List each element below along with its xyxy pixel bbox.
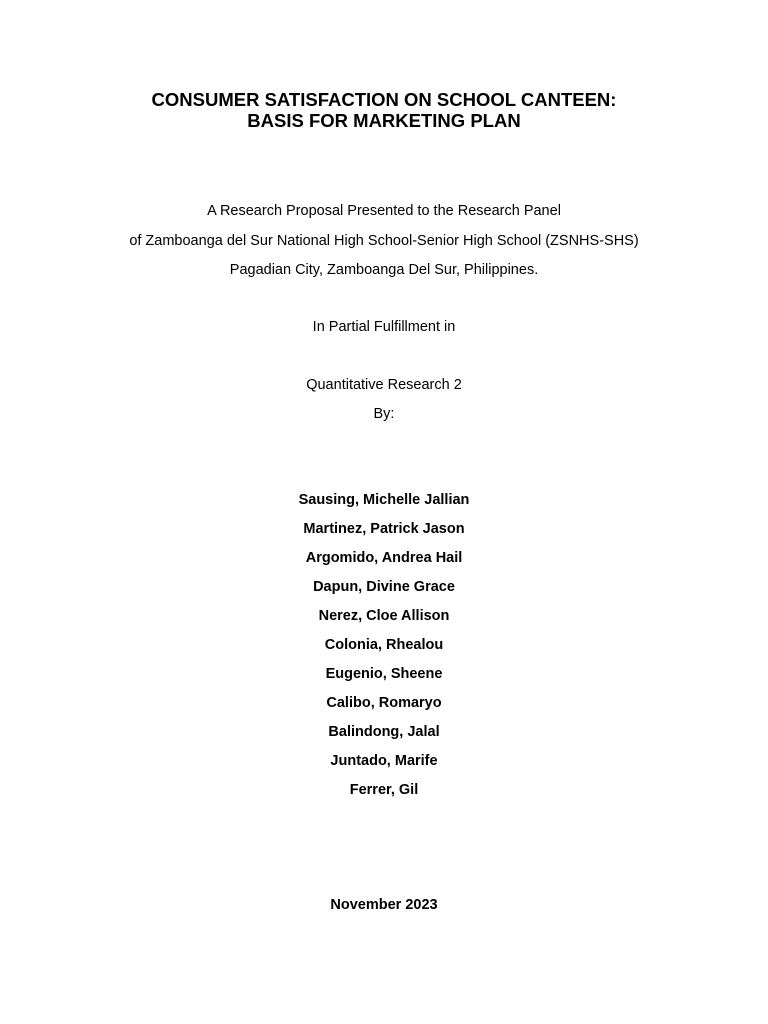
author-name: Dapun, Divine Grace: [313, 579, 455, 595]
author-name: Martinez, Patrick Jason: [303, 521, 465, 537]
author-name: Sausing, Michelle Jallian: [298, 492, 470, 508]
document-title-line-2: BASIS FOR MARKETING PLAN: [247, 110, 521, 131]
author-list: [0, 491, 768, 810]
author-name: Argomido, Andrea Hail: [305, 550, 463, 566]
author-name: Calibo, Romaryo: [326, 695, 442, 711]
author-name: Nerez, Cloe Allison: [318, 608, 450, 624]
by-label: By:: [373, 406, 395, 422]
author-name: Juntado, Marife: [330, 753, 438, 769]
course-name: Quantitative Research 2: [306, 377, 462, 393]
submission-date: November 2023: [330, 897, 438, 913]
author-name: Ferrer, Gil: [349, 782, 419, 798]
document-title-line-1: CONSUMER SATISFACTION ON SCHOOL CANTEEN:: [151, 89, 617, 110]
fulfillment-text: In Partial Fulfillment in: [312, 319, 456, 335]
proposal-line-2: of Zamboanga del Sur National High School-Senior High School (ZSNHS-SHS): [129, 233, 639, 249]
author-name: Colonia, Rhealou: [324, 637, 444, 653]
author-name: Eugenio, Sheene: [325, 666, 443, 682]
proposal-line-1: A Research Proposal Presented to the Research Panel: [207, 203, 561, 219]
proposal-line-3: Pagadian City, Zamboanga Del Sur, Philippines.: [229, 262, 539, 278]
author-name: Balindong, Jalal: [328, 724, 440, 740]
